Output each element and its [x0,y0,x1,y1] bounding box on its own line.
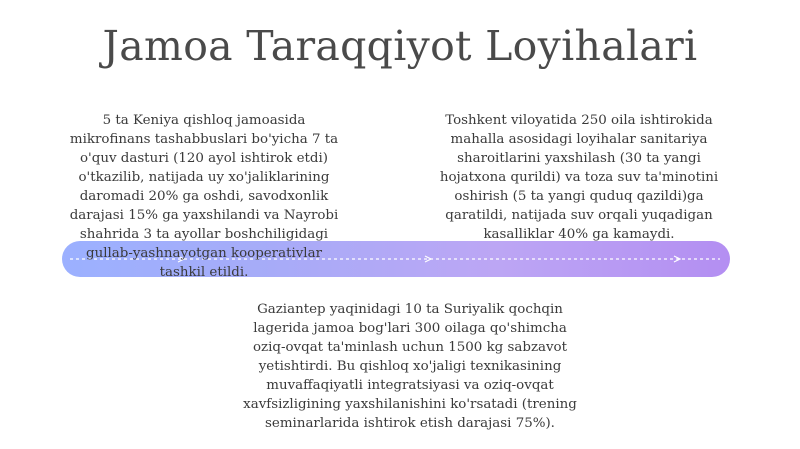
arrowhead-icon [425,256,431,262]
project-description-tashkent: Toshkent viloyatida 250 oila ishtirokida mahalla asosidagi loyihalar sanitariya sharoitlarini yaxshilash (30 ta yangi hojatxona qurildi) va toza suv ta'minotini oshirish (5 ta yangi quduq qazildi)ga qaratildi, natijada suv orqali yuqadigan kasalliklar 40% ga kamaydi. [439,113,719,242]
project-description-gaziantep: Gaziantep yaqinidagi 10 ta Suriyalik qochqin lagerida jamoa bog'lari 300 oilaga qo'shimcha oziq-ovqat ta'minlash uchun 1500 kg sabzavot yetishtirdi. Bu qishloq xo'jaligi texnikasining muvaffaqiyatli integratsiyasi va oziq-ovqat xavfsizligining yaxshilanishini ko'rsatadi (trening seminarlarida ishtirok etish darajasi 75%). [243,302,577,431]
arrowhead-icon [674,256,680,262]
project-description-kenya: 5 ta Keniya qishloq jamoasida mikrofinans tashabbuslari bo'yicha 7 ta o'quv dasturi (120 ayol ishtirok etdi) o'tkazilib, natijada uy xo'jaliklarining daromadi 20% ga oshdi, savodxonlik darajasi 15% ga yaxshilandi va Nayrobi shahrida 3 ta ayollar boshchiligidagi gullab-yashnayotgan kooperativlar tashkil etildi. [69,113,339,280]
page-title: Jamoa Taraqqiyot Loyihalari [102,22,698,70]
